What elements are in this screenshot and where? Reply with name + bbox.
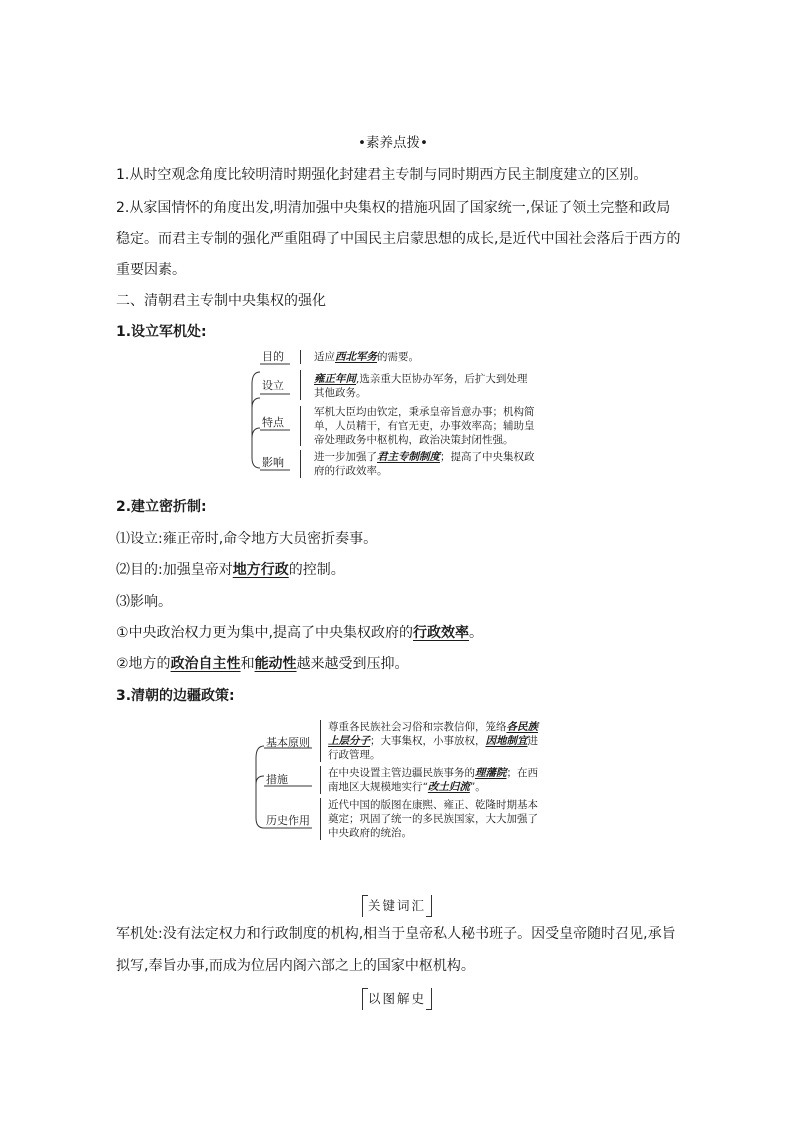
key-term-text-2: 拟写,奉旨办事,而成为位居内阁六部之上的国家中枢机构。 bbox=[116, 958, 475, 974]
desc-history: 近代中国的版图在康熙、雍正、乾隆时期基本 奠定；巩固了统一的多民族国家，大大加强了 中央政府的统治。 bbox=[328, 799, 538, 839]
separator bbox=[300, 370, 301, 400]
node-yingxiang: 影响 bbox=[262, 456, 284, 469]
section-header: •素养点拨• bbox=[358, 135, 428, 151]
mizhe-impact-2: ②地方的政治自主性和能动性越来越受到压抑。 bbox=[116, 656, 409, 672]
mizhe-setup: ⑴设立:雍正帝时,命令地方大员密折奏事。 bbox=[116, 531, 378, 547]
separator bbox=[300, 406, 301, 446]
mizhe-purpose: ⑵目的:加强皇帝对地方行政的控制。 bbox=[116, 562, 345, 578]
node-history: 历史作用 bbox=[266, 814, 310, 827]
point-1: 1.从时空观念角度比较明清时期强化封建君主专制与同时期西方民主制度建立的区别。 bbox=[116, 167, 648, 183]
mizhe-impact: ⑶影响。 bbox=[116, 594, 172, 610]
key-term-text-1: 军机处:没有法定权力和行政制度的机构,相当于皇帝私人秘书班子。因受皇帝随时召见,承旨 bbox=[116, 926, 676, 942]
section-heading-2: 二、清朝君主专制中央集权的强化 bbox=[116, 293, 326, 309]
separator bbox=[300, 350, 301, 364]
desc-sheli: 雍正年间,选亲重大臣协办军务，后扩大到处理 其他政务。 bbox=[314, 373, 528, 399]
desc-principle: 尊重各民族社会习俗和宗教信仰，笼络各民族 上层分子；大事集权，小事放权，因地制宜进 行政管理。 bbox=[328, 721, 538, 761]
picture-history-header: 以图解史 bbox=[362, 988, 432, 1008]
desc-yingxiang: 进一步加强了君主专制制度；提高了中央集权政 府的行政效率。 bbox=[314, 451, 535, 477]
desc-tedian: 军机大臣均由钦定，秉承皇帝旨意办事；机构简 单，人员精干，有官无吏，办事效率高；辅助皇 帝处理政务中枢机构，政治决策封闭性强。 bbox=[314, 406, 535, 446]
frontier-policy-diagram bbox=[250, 718, 550, 843]
separator bbox=[320, 766, 321, 794]
node-principle: 基本原则 bbox=[266, 736, 310, 749]
node-tedian: 特点 bbox=[262, 416, 284, 429]
key-terms-header: 关键词汇 bbox=[362, 895, 432, 915]
point-2-end: 重要因素。 bbox=[116, 262, 186, 278]
separator bbox=[320, 798, 321, 840]
mizhe-impact-1: ①中央政治权力更为集中,提高了中央集权政府的行政效率。 bbox=[116, 625, 483, 641]
node-measures: 措施 bbox=[266, 773, 288, 786]
node-mudi: 目的 bbox=[262, 350, 284, 363]
separator bbox=[300, 450, 301, 478]
desc-mudi: 适应西北军务的需要。 bbox=[314, 351, 419, 363]
junjichu-diagram bbox=[248, 348, 548, 478]
subheading-junjichu: 1.设立军机处: bbox=[116, 324, 207, 340]
subheading-mizhe: 2.建立密折制: bbox=[116, 499, 207, 515]
node-sheli: 设立 bbox=[262, 379, 284, 392]
point-2-cont: 稳定。而君主专制的强化严重阻碍了中国民主启蒙思想的成长,是近代中国社会落后于西方的 bbox=[116, 231, 681, 247]
separator bbox=[320, 720, 321, 762]
desc-measures: 在中央设置主管边疆民族事务的理藩院；在西 南地区大规模地实行“改土归流”。 bbox=[328, 767, 538, 793]
subheading-frontier: 3.清朝的边疆政策: bbox=[116, 688, 235, 704]
point-2: 2.从家国情怀的角度出发,明清加强中央集权的措施巩固了国家统一,保证了领土完整和政局 bbox=[116, 200, 671, 216]
